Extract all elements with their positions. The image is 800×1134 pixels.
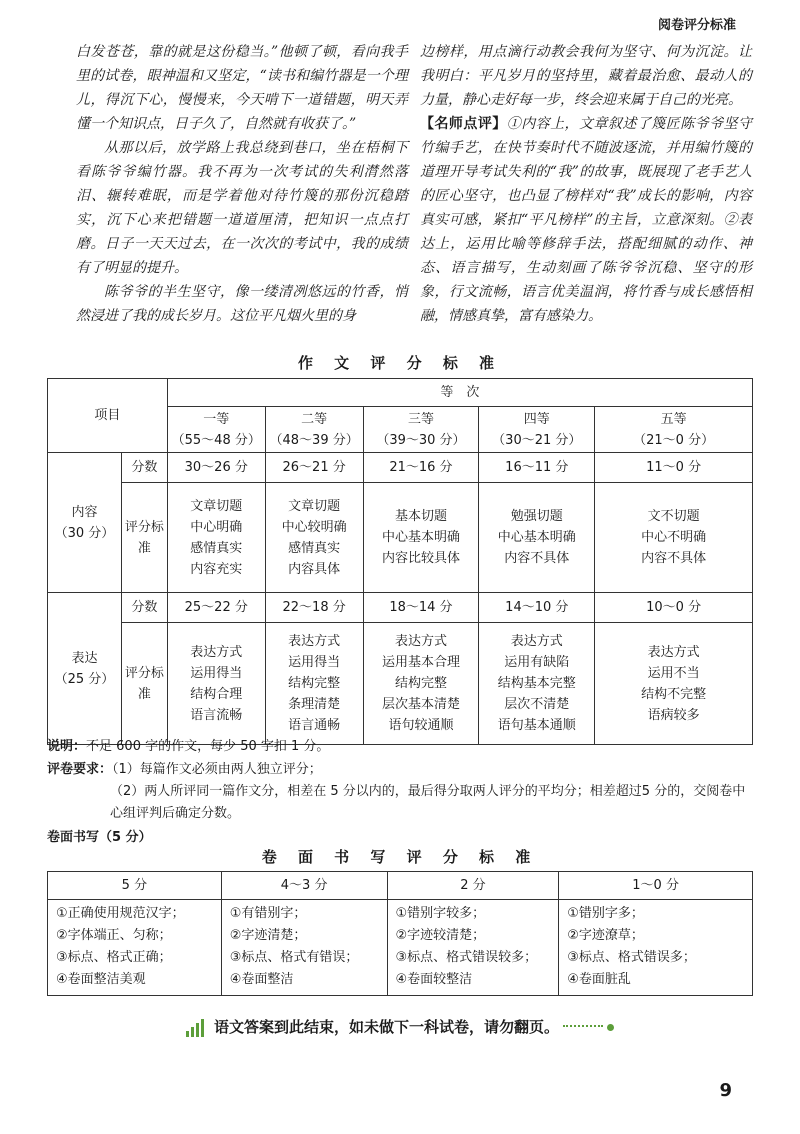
expression-criteria: 表达方式 运用基本合理 结构完整 层次基本清楚 语句较通顺 [363, 623, 479, 745]
comment-tag: 【名师点评】 [420, 116, 507, 132]
content-criteria: 基本切题 中心基本明确 内容比较具体 [363, 483, 479, 593]
dot-icon [607, 1024, 614, 1031]
grade-1-header: 一等 （55～48 分） [167, 407, 265, 453]
expression-score: 10～0 分 [595, 593, 753, 623]
content-score: 21～16 分 [363, 453, 479, 483]
writing-criteria: ①正确使用规范汉字； ②字体端正、匀称； ③标点、格式正确； ④卷面整洁美观 [48, 900, 222, 996]
essay-table-title: 作 文 评 分 标 准 [297, 354, 503, 372]
expression-score: 25～22 分 [167, 593, 265, 623]
handwriting-heading: 卷面书写（5 分） [47, 830, 152, 845]
expression-criteria: 表达方式 运用得当 结构合理 语言流畅 [167, 623, 265, 745]
expression-score-label: 分数 [121, 593, 167, 623]
grade-header: 等 次 [167, 379, 752, 407]
expression-label: 表达 （25 分） [48, 593, 122, 745]
grade-3-header: 三等 （39～30 分） [363, 407, 479, 453]
essay-scoring-table [47, 378, 753, 745]
content-criteria-label: 评分标准 [121, 483, 167, 593]
grade-4-header: 四等 （30～21 分） [479, 407, 595, 453]
dotted-line-icon [563, 1025, 603, 1027]
content-score: 26～21 分 [265, 453, 363, 483]
essay-paragraph: 从那以后，放学路上我总绕到巷口，坐在梧桐下看陈爷爷编竹器。我不再为一次考试的失利潸然落泪、辗转难眠，而是学着他对待竹篾的那份沉稳踏实，沉下心来把错题一道道厘清，把知识一点点打磨。日子一天天过去，在一次次的考试中，我的成绩有了明显的提升。 [76, 140, 408, 276]
end-of-answers-text: 语文答案到此结束，如未做下一科试卷，请勿翻页。 [213, 1018, 559, 1036]
content-score: 16～11 分 [479, 453, 595, 483]
content-criteria: 文章切题 中心较明确 感情真实 内容具体 [265, 483, 363, 593]
content-score: 30～26 分 [167, 453, 265, 483]
writing-score-header: 5 分 [48, 872, 222, 900]
explain-note: 说明：不足 600 字的作文，每少 50 字扣 1 分。 [47, 739, 330, 754]
essay-left-column [76, 40, 408, 328]
content-criteria: 文不切题 中心不明确 内容不具体 [595, 483, 753, 593]
expression-criteria: 表达方式 运用不当 结构不完整 语病较多 [595, 623, 753, 745]
expression-criteria-label: 评分标准 [121, 623, 167, 745]
expression-criteria: 表达方式 运用得当 结构完整 条理清楚 语言通畅 [265, 623, 363, 745]
teacher-comment [420, 112, 752, 328]
signal-bars-icon [186, 1019, 206, 1037]
essay-paragraph: 白发苍苍，靠的就是这份稳当。”他顿了顿，看向我手里的试卷，眼神温和又坚定，“读书和编竹器是一个理儿，得沉下心，慢慢来，今天啃下一道错题，明天弄懂一个知识点，日子久了，自然就有收获了。” [76, 44, 408, 132]
comment-text: ①内容上，文章叙述了篾匠陈爷爷坚守竹编手艺，在快节奏时代不随波逐流，并用编竹篾的道理开导考试失利的“我”的故事，既展现了老手艺人的匠心坚守，也凸显了榜样对“我”成长的影响，内容真实可感，紧扣“平凡榜样”的主旨，立意深刻。②表达上，运用比喻等修辞手法，搭配细腻的动作、神态、语言描写，生动刻画了陈爷爷沉稳、坚守的形象，行文流畅，语言优美温润，将竹香与成长感悟相融，情感真挚，富有感染力。 [420, 116, 753, 324]
essay-right-column [420, 40, 752, 328]
writing-criteria: ①有错别字； ②字迹清楚； ③标点、格式有错误； ④卷面整洁 [221, 900, 387, 996]
grade-2-header: 二等 （48～39 分） [265, 407, 363, 453]
content-criteria: 勉强切题 中心基本明确 内容不具体 [479, 483, 595, 593]
page-number: 9 [719, 1080, 732, 1101]
writing-score-header: 2 分 [387, 872, 559, 900]
grade-5-header: 五等 （21～0 分） [595, 407, 753, 453]
item-header: 项目 [48, 379, 168, 453]
header-label: 阅卷评分标准 [657, 18, 736, 33]
essay-paragraph: 边榜样，用点滴行动教会我何为坚守、何为沉淀。让我明白：平凡岁月的坚持里，藏着最治愈、最动人的力量，静心走好每一步，终会迎来属于自己的光亮。 [420, 44, 752, 108]
end-of-answers-banner [0, 1016, 800, 1037]
expression-criteria: 表达方式 运用有缺陷 结构基本完整 层次不清楚 语句基本通顺 [479, 623, 595, 745]
expression-score: 18～14 分 [363, 593, 479, 623]
content-score-label: 分数 [121, 453, 167, 483]
requirement-1: 评卷要求：（1）每篇作文必须由两人独立评分； [47, 762, 322, 777]
writing-score-header: 1～0 分 [559, 872, 753, 900]
content-criteria: 文章切题 中心明确 感情真实 内容充实 [167, 483, 265, 593]
handwriting-scoring-table [47, 871, 753, 996]
writing-table-title: 卷 面 书 写 评 分 标 准 [261, 848, 539, 866]
content-score: 11～0 分 [595, 453, 753, 483]
content-label: 内容 （30 分） [48, 453, 122, 593]
expression-score: 14～10 分 [479, 593, 595, 623]
requirement-2: （2）两人所评同一篇作文分，相差在 5 分以内的，最后得分取两人评分的平均分；相差超过5 分的，交阅卷中心组评判后确定分数。 [110, 784, 746, 821]
essay-paragraph: 陈爷爷的半生坚守，像一缕清冽悠远的竹香，悄然浸进了我的成长岁月。这位平凡烟火里的身 [76, 284, 408, 324]
writing-criteria: ①错别字较多； ②字迹较清楚； ③标点、格式错误较多； ④卷面较整洁 [387, 900, 559, 996]
writing-score-header: 4～3 分 [221, 872, 387, 900]
writing-criteria: ①错别字多； ②字迹潦草； ③标点、格式错误多； ④卷面脏乱 [559, 900, 753, 996]
expression-score: 22～18 分 [265, 593, 363, 623]
